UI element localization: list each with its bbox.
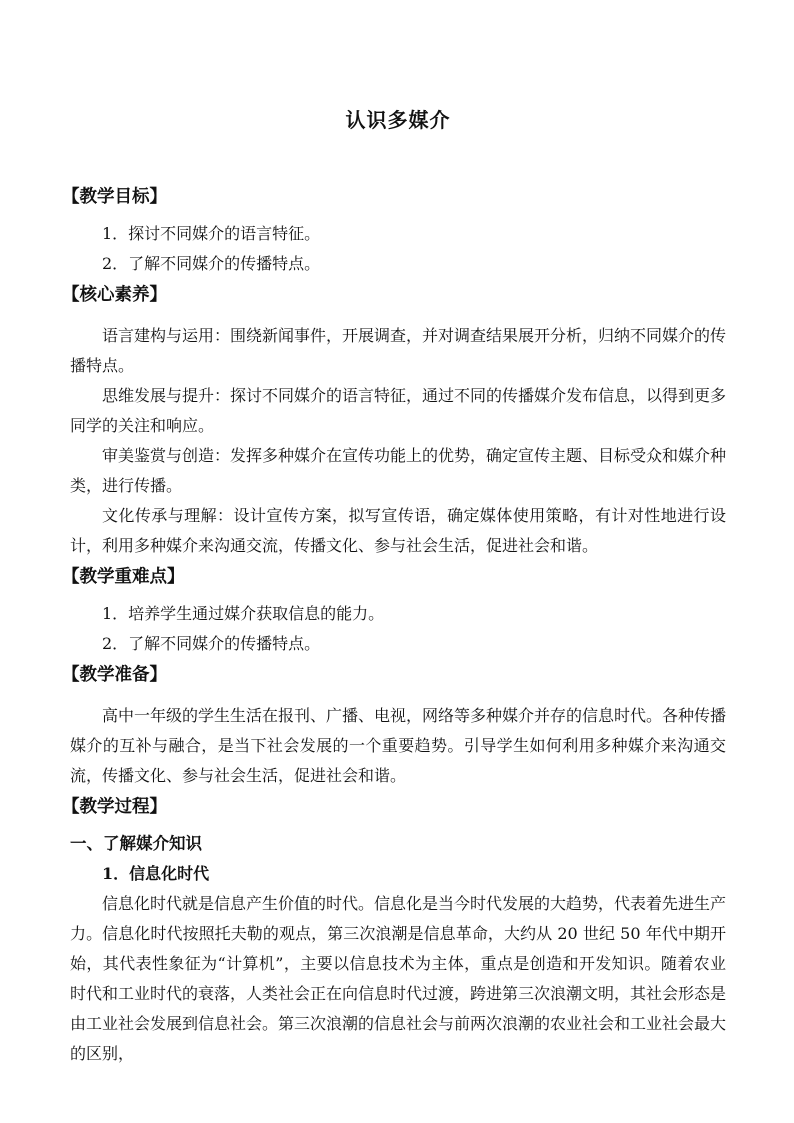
section-teaching-goals: [62, 181, 726, 279]
document-title: 认识多媒介: [345, 108, 451, 132]
section-heading: 【核心素养】: [62, 285, 167, 305]
document-content: [62, 104, 727, 1069]
section-key-difficult-points: [62, 561, 726, 659]
paragraph: 思维发展与提升：探讨不同媒介的语言特征，通过不同的传播媒介发布信息，以得到更多同学的关注和响应。: [70, 386, 727, 435]
list-item: 2．了解不同媒介的传播特点。: [102, 254, 321, 273]
section-teaching-prep: [62, 659, 727, 791]
section-heading: 【教学准备】: [62, 665, 167, 685]
subsection-heading: 1．信息化时代: [102, 864, 210, 883]
section-heading: 【教学目标】: [62, 187, 167, 207]
paragraph: 信息化时代就是信息产生价值的时代。信息化是当今时代发展的大趋势，代表着先进生产力。信息化时代按照托夫勒的观点，第三次浪潮是信息革命，大约从 20 世纪 50 年代中期开始，其代表性象征为“计算机”，主要以信息技术为主体，重点是创造和开发知识。随着农业时代和工业时代的衰落，人类社会正在向信息时代过渡，跨进第三次浪潮文明，其社会形态是由工业社会发展到信息社会。第三次浪潮的信息社会与前两次浪潮的农业社会和工业社会最大的区别，: [70, 894, 727, 1063]
section-heading: 【教学过程】: [62, 797, 167, 817]
part-heading: 一、了解媒介知识: [70, 834, 202, 853]
section-heading: 【教学重难点】: [62, 567, 185, 587]
list-item: 2．了解不同媒介的传播特点。: [102, 634, 321, 653]
keypoints-list: [70, 599, 726, 659]
section-teaching-process: [62, 791, 727, 1069]
paragraph: 语言建构与运用：围绕新闻事件，开展调查，并对调查结果展开分析，归纳不同媒介的传播特点。: [70, 326, 727, 375]
section-core-literacy: [62, 279, 727, 561]
paragraph: 文化传承与理解：设计宣传方案，拟写宣传语，确定媒体使用策略，有计对性地进行设计，利用多种媒介来沟通交流，传播文化、参与社会生活，促进社会和谐。: [70, 506, 726, 555]
list-item: 1．探讨不同媒介的语言特征。: [102, 224, 321, 243]
goals-list: [70, 219, 726, 279]
paragraph: 审美鉴赏与创造：发挥多种媒介在宣传功能上的优势，确定宣传主题、目标受众和媒介种类，进行传播。: [70, 446, 727, 495]
list-item: 1．培养学生通过媒介获取信息的能力。: [102, 604, 385, 623]
paragraph: 高中一年级的学生生活在报刊、广播、电视，网络等多种媒介并存的信息时代。各种传播媒介的互补与融合，是当下社会发展的一个重要趋势。引导学生如何利用多种媒介来沟通交流，传播文化、参与社会生活，促进社会和谐。: [70, 706, 727, 785]
